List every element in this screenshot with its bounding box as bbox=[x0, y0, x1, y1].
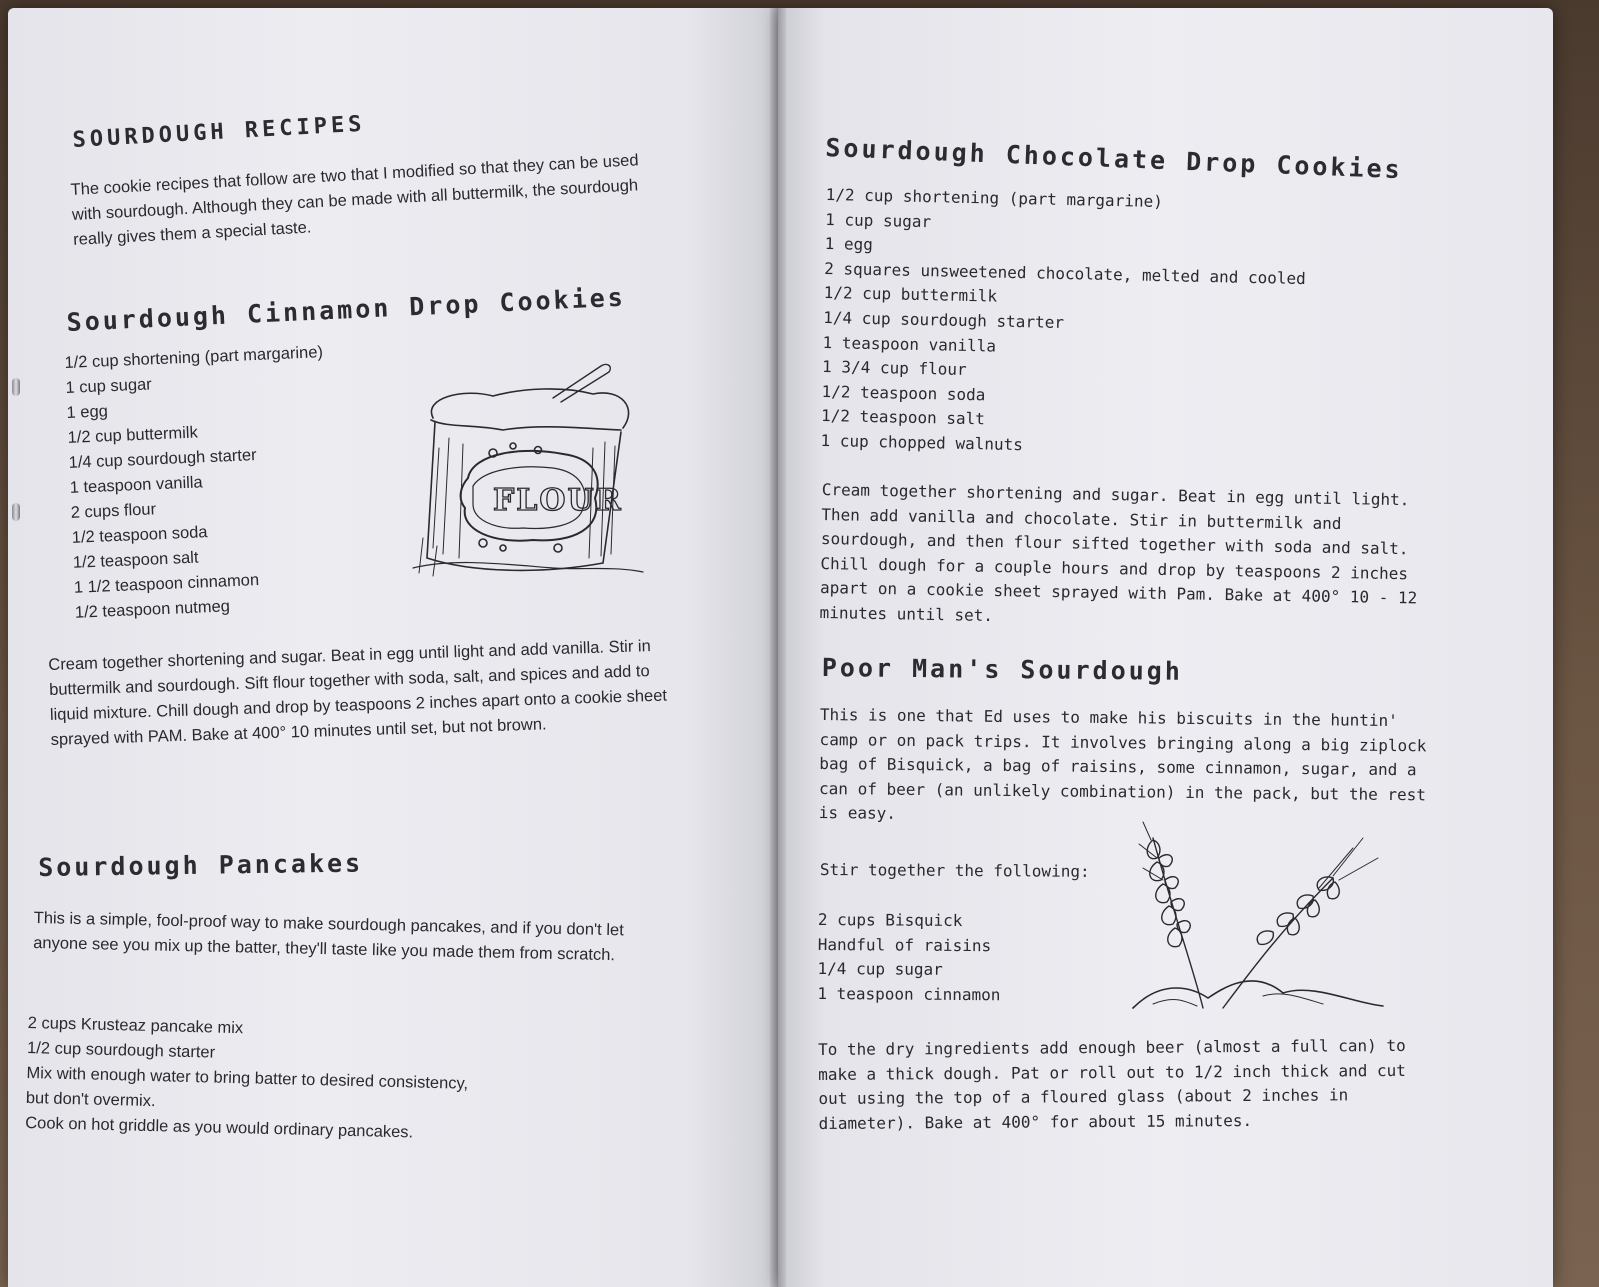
cinnamon-title: Sourdough Cinnamon Drop Cookies bbox=[66, 282, 627, 337]
pancake-line: 2 cups Krusteaz pancake mix bbox=[27, 1013, 244, 1038]
ingredient-item: 1 teaspoon vanilla bbox=[822, 332, 997, 356]
pancake-line: Cook on hot griddle as you would ordinary pancakes. bbox=[25, 1113, 414, 1142]
ingredient-item: 1 egg bbox=[824, 234, 874, 255]
left-page bbox=[8, 8, 778, 1287]
ingredient-item: Handful of raisins bbox=[817, 934, 992, 955]
ingredient-item: 1/2 teaspoon nutmeg bbox=[74, 597, 231, 622]
chocolate-directions: Cream together shortening and sugar. Beat in egg until light. Then add vanilla and chocolate. Stir in buttermilk and sourdough, and then flour sifted together with soda and salt. Chill dough for a couple hours and drop by teaspoons 2 inches apart on a cookie sheet sprayed with Pam. Bake at 400° 10 - 12 minutes until set. bbox=[819, 479, 1418, 625]
ingredient-item: 2 cups flour bbox=[70, 500, 157, 522]
intro-paragraph: The cookie recipes that follow are two that I modified so that they can be used with sourdough. Although they can be made with all buttermilk, the sourdough really gives them a special taste. bbox=[70, 151, 639, 249]
pancakes-title: Sourdough Pancakes bbox=[38, 848, 364, 882]
ingredient-item: 2 squares unsweetened chocolate, melted and cooled bbox=[824, 258, 1306, 288]
right-page bbox=[778, 8, 1553, 1287]
ingredient-item: 1/4 cup sourdough starter bbox=[822, 307, 1065, 332]
pancake-line: but don't overmix. bbox=[25, 1088, 156, 1111]
ingredient-item: 1 cup sugar bbox=[825, 209, 932, 231]
chocolate-ingredient-list bbox=[820, 183, 1307, 464]
ingredient-item: 1/2 teaspoon soda bbox=[821, 381, 986, 405]
staple-top bbox=[12, 378, 20, 396]
flour-bag-illustration bbox=[353, 358, 653, 598]
poor-man-intro: This is one that Ed uses to make his biscuits in the huntin' camp or on pack trips. It involves bringing along a big ziplock bag of Bisquick, a bag of raisins, some cinnamon, sugar, and a can of beer (an unlikely combination) in the pack, but the rest is easy. bbox=[818, 704, 1427, 824]
page-title: SOURDOUGH RECIPES bbox=[72, 111, 367, 153]
pancakes-lines bbox=[25, 1011, 470, 1147]
wheat-illustration bbox=[1113, 818, 1398, 1033]
stir-label: Stir together the following: bbox=[819, 859, 1090, 881]
ingredient-item: 1 cup sugar bbox=[65, 375, 153, 397]
ingredient-item: 1 egg bbox=[66, 402, 109, 422]
ingredient-item: 1/2 teaspoon salt bbox=[72, 548, 199, 572]
chocolate-title: Sourdough Chocolate Drop Cookies bbox=[824, 133, 1404, 185]
ingredient-item: 1 1/2 teaspoon cinnamon bbox=[73, 571, 260, 597]
ingredient-item: 1/2 teaspoon soda bbox=[71, 523, 208, 547]
ingredient-item: 1 cup chopped walnuts bbox=[820, 430, 1024, 455]
pancake-line: 1/2 cup sourdough starter bbox=[26, 1038, 216, 1062]
ingredient-item: 1/2 cup buttermilk bbox=[67, 423, 199, 447]
cinnamon-directions: Cream together shortening and sugar. Beat in egg until light and add vanilla. Stir in buttermilk and sourdough. Sift flour together with soda, salt, and spices and add to liquid mixture. Chill dough and drop by teaspoons 2 inches apart onto a cookie sheet sprayed with PAM. Bake at 400° 10 minutes until set, but not brown. bbox=[48, 637, 668, 749]
ingredient-item: 1/2 cup buttermilk bbox=[823, 283, 998, 306]
ingredient-item: 1 teaspoon cinnamon bbox=[817, 983, 1001, 1005]
poor-man-title: Poor Man's Sourdough bbox=[821, 653, 1184, 686]
staple-bottom bbox=[12, 503, 20, 521]
poor-man-ingredient-list bbox=[817, 908, 1001, 1008]
ingredient-item: 2 cups Bisquick bbox=[817, 909, 963, 931]
poor-man-directions: To the dry ingredients add enough beer (almost a full can) to make a thick dough. Pat or roll out to 1/2 inch thick and cut out using the top of a floured glass (about 2 inches in diameter). Bake at 400° for about 15 minutes. bbox=[818, 1035, 1406, 1133]
ingredient-item: 1 3/4 cup flour bbox=[821, 357, 967, 380]
ingredient-item: 1/4 cup sourdough starter bbox=[68, 446, 257, 472]
ingredient-item: 1/2 cup shortening (part margarine) bbox=[825, 184, 1164, 212]
flour-bag-label: FLOUR bbox=[493, 483, 623, 518]
ingredient-item: 1 teaspoon vanilla bbox=[69, 473, 204, 497]
ingredient-item: 1/4 cup sugar bbox=[817, 959, 943, 980]
pancakes-intro: This is a simple, fool-proof way to make sourdough pancakes, and if you don't let anyone see you mix up the batter, they'll taste like you made them from scratch. bbox=[33, 908, 624, 965]
pancake-line: Mix with enough water to bring batter to desired consistency, bbox=[26, 1063, 469, 1093]
ingredient-item: 1/2 cup shortening (part margarine) bbox=[64, 343, 324, 372]
cinnamon-ingredient-list bbox=[64, 340, 334, 626]
book-gutter bbox=[770, 8, 786, 1287]
ingredient-item: 1/2 teaspoon salt bbox=[820, 406, 986, 429]
